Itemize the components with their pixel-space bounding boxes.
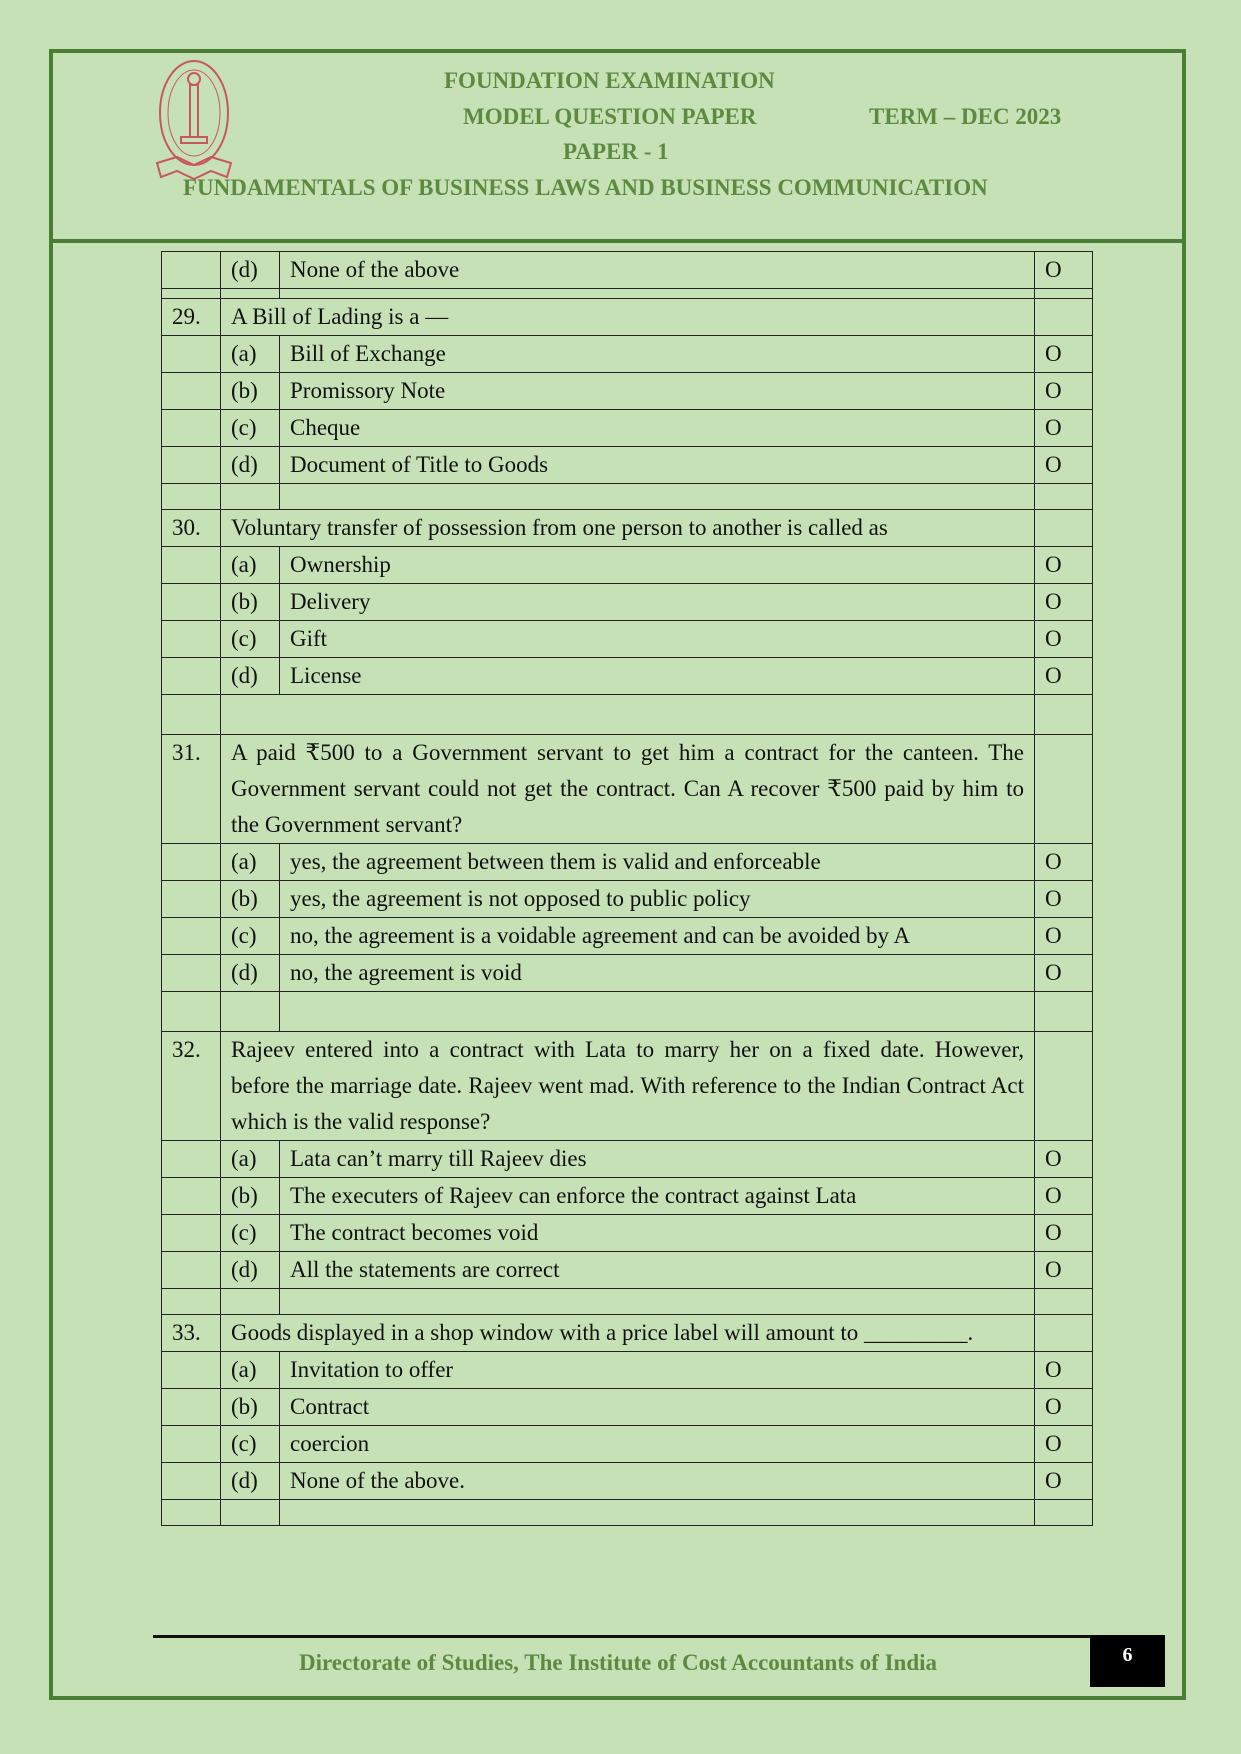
answer-circle[interactable]: O xyxy=(1035,955,1093,992)
answer-circle[interactable]: O xyxy=(1035,658,1093,695)
option-row xyxy=(162,336,1093,373)
answer-circle[interactable]: O xyxy=(1035,621,1093,658)
option-row xyxy=(162,1389,1093,1426)
footer-divider xyxy=(153,1635,1091,1638)
option-row xyxy=(162,1141,1093,1178)
answer-circle[interactable]: O xyxy=(1035,336,1093,373)
option-label: (c) xyxy=(221,918,280,955)
option-row xyxy=(162,881,1093,918)
answer-circle[interactable]: O xyxy=(1035,1426,1093,1463)
question-row xyxy=(162,299,1093,336)
subject-title: FUNDAMENTALS OF BUSINESS LAWS AND BUSINESS COMMUNICATION xyxy=(183,175,988,200)
option-row xyxy=(162,621,1093,658)
question-number: 30. xyxy=(162,510,221,547)
answer-circle[interactable]: O xyxy=(1035,844,1093,881)
question-text: Rajeev entered into a contract with Lata to marry her on a fixed date. However, before the marriage date. Rajeev went mad. With reference to the Indian Contract Act which is the valid response? xyxy=(221,1032,1035,1141)
option-row xyxy=(162,410,1093,447)
question-row xyxy=(162,1032,1093,1141)
option-row xyxy=(162,1215,1093,1252)
answer-circle[interactable]: O xyxy=(1035,373,1093,410)
option-row xyxy=(162,1252,1093,1289)
option-label: (b) xyxy=(221,1178,280,1215)
answer-circle[interactable]: O xyxy=(1035,252,1093,289)
option-text: no, the agreement is void xyxy=(280,955,1035,992)
spacer-row xyxy=(162,1500,1093,1526)
question-number: 31. xyxy=(162,735,221,844)
option-label: (a) xyxy=(221,336,280,373)
option-label: (c) xyxy=(221,1426,280,1463)
answer-circle[interactable]: O xyxy=(1035,410,1093,447)
option-text: License xyxy=(280,658,1035,695)
answer-circle[interactable]: O xyxy=(1035,881,1093,918)
option-text: The executers of Rajeev can enforce the contract against Lata xyxy=(280,1178,1035,1215)
option-label: (b) xyxy=(221,373,280,410)
answer-circle[interactable]: O xyxy=(1035,1215,1093,1252)
option-row xyxy=(162,373,1093,410)
option-text: The contract becomes void xyxy=(280,1215,1035,1252)
option-label: (b) xyxy=(221,584,280,621)
paper-type: MODEL QUESTION PAPER xyxy=(463,104,757,129)
option-text: Gift xyxy=(280,621,1035,658)
question-table xyxy=(161,251,1093,1526)
option-text: Invitation to offer xyxy=(280,1352,1035,1389)
answer-circle[interactable]: O xyxy=(1035,447,1093,484)
answer-circle[interactable]: O xyxy=(1035,1141,1093,1178)
question-row xyxy=(162,510,1093,547)
question-number: 32. xyxy=(162,1032,221,1141)
question-number-cell xyxy=(162,252,221,289)
option-label: (d) xyxy=(221,252,280,289)
option-row xyxy=(162,918,1093,955)
option-row xyxy=(162,447,1093,484)
option-text: Cheque xyxy=(280,410,1035,447)
option-label: (d) xyxy=(221,447,280,484)
option-row xyxy=(162,955,1093,992)
option-row xyxy=(162,1463,1093,1500)
option-label: (c) xyxy=(221,410,280,447)
option-text: Promissory Note xyxy=(280,373,1035,410)
institute-seal-logo xyxy=(153,55,235,183)
option-row xyxy=(162,547,1093,584)
option-label: (a) xyxy=(221,1352,280,1389)
spacer-row xyxy=(162,1289,1093,1315)
option-label: (a) xyxy=(221,547,280,584)
option-text: Ownership xyxy=(280,547,1035,584)
option-label: (d) xyxy=(221,658,280,695)
spacer-row xyxy=(162,992,1093,1032)
option-label: (a) xyxy=(221,844,280,881)
option-label: (d) xyxy=(221,1252,280,1289)
question-number: 29. xyxy=(162,299,221,336)
question-text: A Bill of Lading is a — xyxy=(221,299,1035,336)
spacer-row xyxy=(162,289,1093,299)
option-label: (c) xyxy=(221,1215,280,1252)
footer-institute-name: Directorate of Studies, The Institute of Cost Accountants of India xyxy=(298,1650,938,1675)
option-text: None of the above xyxy=(280,252,1035,289)
option-label: (c) xyxy=(221,621,280,658)
spacer-row xyxy=(162,695,1093,735)
option-row xyxy=(162,1426,1093,1463)
question-text: A paid ₹500 to a Government servant to get him a contract for the canteen. The Government servant could not get the contract. Can A recover ₹500 paid by him to the Government servant? xyxy=(221,735,1035,844)
option-text: All the statements are correct xyxy=(280,1252,1035,1289)
option-text: coercion xyxy=(280,1426,1035,1463)
option-row xyxy=(162,252,1093,289)
option-text: yes, the agreement between them is valid and enforceable xyxy=(280,844,1035,881)
spacer-row xyxy=(162,484,1093,510)
option-text: Delivery xyxy=(280,584,1035,621)
answer-circle[interactable]: O xyxy=(1035,918,1093,955)
option-text: Bill of Exchange xyxy=(280,336,1035,373)
option-label: (a) xyxy=(221,1141,280,1178)
answer-circle[interactable]: O xyxy=(1035,1178,1093,1215)
page-number: 6 xyxy=(1090,1635,1165,1687)
answer-circle[interactable]: O xyxy=(1035,1389,1093,1426)
exam-title: FOUNDATION EXAMINATION xyxy=(444,68,775,93)
question-row xyxy=(162,1315,1093,1352)
option-row xyxy=(162,844,1093,881)
option-label: (d) xyxy=(221,1463,280,1500)
page-header xyxy=(53,53,1182,243)
option-label: (b) xyxy=(221,881,280,918)
option-text: no, the agreement is a voidable agreement and can be avoided by A xyxy=(280,918,1035,955)
option-text: Lata can’t marry till Rajeev dies xyxy=(280,1141,1035,1178)
question-text: Voluntary transfer of possession from one person to another is called as xyxy=(221,510,1035,547)
option-label: (b) xyxy=(221,1389,280,1426)
answer-circle[interactable]: O xyxy=(1035,547,1093,584)
option-text: Contract xyxy=(280,1389,1035,1426)
option-row xyxy=(162,658,1093,695)
answer-circle[interactable]: O xyxy=(1035,1463,1093,1500)
answer-circle[interactable]: O xyxy=(1035,584,1093,621)
option-row xyxy=(162,1178,1093,1215)
paper-number: PAPER - 1 xyxy=(563,139,669,164)
question-row xyxy=(162,735,1093,844)
option-text: Document of Title to Goods xyxy=(280,447,1035,484)
exam-term: TERM – DEC 2023 xyxy=(869,104,1062,129)
question-text: Goods displayed in a shop window with a price label will amount to _________. xyxy=(221,1315,1035,1352)
option-row xyxy=(162,584,1093,621)
option-row xyxy=(162,1352,1093,1389)
answer-circle[interactable]: O xyxy=(1035,1352,1093,1389)
question-number: 33. xyxy=(162,1315,221,1352)
answer-circle[interactable]: O xyxy=(1035,1252,1093,1289)
option-label: (d) xyxy=(221,955,280,992)
option-text: yes, the agreement is not opposed to public policy xyxy=(280,881,1035,918)
option-text: None of the above. xyxy=(280,1463,1035,1500)
